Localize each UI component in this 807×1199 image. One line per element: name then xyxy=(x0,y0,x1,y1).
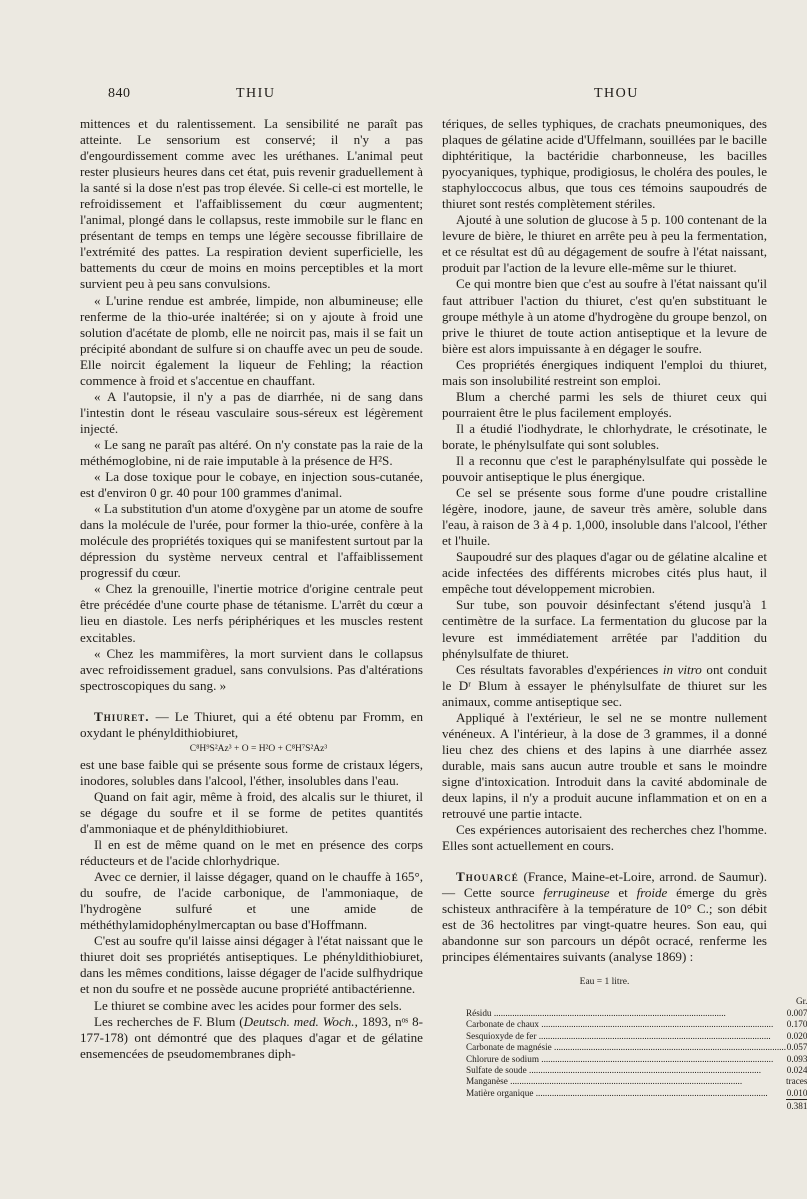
table-row xyxy=(466,1019,807,1030)
unit-row xyxy=(466,996,807,1007)
journal-title: Deutsch. med. Woch. xyxy=(243,1013,355,1029)
right-column xyxy=(442,116,807,1113)
total-row xyxy=(466,1100,807,1113)
paragraph: mittences et du ralentissement. La sensibilité ne paraît pas atteinte. Le sensorium est conservé; il n'y a pas d'engourdissement comme avec les uréthanes. L'animal peut rester plusieurs heures dans cet état, puis revenir graduellement à la santé si la dose n'est pas trop élevée. Si celle-ci est mortelle, le refroidissement et l'affaiblissement du cœur augmentent; l'animal, plongé dans le collapsus, reste immobile sur le flanc en présentant de temps en temps une légère secousse fibrillaire de l'extrémité des pattes. La respiration devient superficielle, les battements du cœur de moins en moins perceptibles et la mort survient peu à peu sans convulsions. xyxy=(80,116,423,292)
component-value: 0.020 xyxy=(786,1030,807,1041)
component-label: Sulfate de soude ..... xyxy=(466,1065,786,1076)
component-label: Chlorure de sodium ..... xyxy=(466,1054,786,1065)
text-run: émerge du grès schisteux anthracifère à la température de 10° C.; son débit est de 36 hectolitres par vingt-quatre heures. Son eau, qui abandonne sur son parcours un dépôt ocracé, renferme les principes élémentaires suivants (analyse 1869) : xyxy=(442,885,767,965)
table-row xyxy=(466,1088,807,1100)
running-head-right: THOU xyxy=(594,86,639,101)
component-value: 0.024 xyxy=(786,1064,807,1075)
component-label: Manganèse ..... xyxy=(466,1076,786,1087)
component-value: 0.010 xyxy=(786,1087,807,1098)
component-value: 0.007 xyxy=(786,1007,807,1018)
component-label: Carbonate de chaux ..... xyxy=(466,1019,786,1030)
page-number: 840 xyxy=(108,86,131,101)
paragraph: Ce sel se présente sous forme d'une poudre cristalline légère, inodore, jaune, de saveur très amère, soluble dans l'eau, à raison de 3 à 4 p. 1,000, insoluble dans l'alcool, l'éther et l'huile. xyxy=(442,485,767,549)
table-row xyxy=(466,1008,807,1019)
page-header xyxy=(0,86,800,110)
component-value: 0.057 xyxy=(786,1042,807,1053)
component-label: Sesquioxyde de fer ..... xyxy=(466,1031,786,1042)
table-row xyxy=(466,1031,807,1042)
paragraph: C'est au soufre qu'il laisse ainsi dégager à l'état naissant que le thiuret doit ses propriétés antiseptiques. Le phényldithiobiuret, dans les mêmes conditions, laisse dégager de l'acide sulfhydrique et non du soufre et ne possède aucune propriété antibactérienne. xyxy=(80,933,423,997)
paragraph: « Chez la grenouille, l'inertie motrice d'origine centrale peut être précédée d'une courte phase de tétanisme. L'arrêt du cœur a lieu en diastole. Les nerfs périphériques et les muscles restent excitables. xyxy=(80,581,423,645)
entry-text: — Le Thiuret, qui a été obtenu par Fromm, en oxydant le phényldithiobiuret, xyxy=(80,708,423,740)
paragraph: Sur tube, son pouvoir désinfectant s'étend jusqu'à 1 centimètre de la surface. La fermentation du glucose par la levure est immédiatement arrêtée par l'addition du phénylsulfate de thiuret. xyxy=(442,597,767,661)
running-head-left: THIU xyxy=(236,86,276,101)
emphasis: ferrugineuse xyxy=(543,885,610,901)
emphasis: froide xyxy=(636,885,668,901)
paragraph: Le thiuret se combine avec les acides pour former des sels. xyxy=(94,997,402,1013)
paragraph: Appliqué à l'extérieur, le sel ne se montre nullement vénéneux. A l'intérieur, à la dose de 3 grammes, il a donné lieu chez des chiens et des lapins à une diarrhée assez durable, mais sans aucun autre trouble et sans le moindre signe d'intoxication. Introduit dans la cavité abdominale de deux lapins, il n'y a produit aucune inflammation et on en a retrouvé une partie intacte. xyxy=(442,709,767,822)
component-label: Résidu ..... xyxy=(466,1008,786,1019)
text-run: et xyxy=(609,885,637,901)
entry-thouarce xyxy=(442,869,767,965)
component-value: traces xyxy=(786,1076,807,1087)
unit-label: Gr. xyxy=(795,996,807,1007)
component-label: Carbonate de magnésie ..... xyxy=(466,1042,786,1053)
paragraph: « La substitution d'un atome d'oxygène par un atome de soufre dans la molécule de l'urée, pour former la thio-urée, confère à la molécule des propriétés toxiques qui se manifestent surtout par la dépression du système nerveux central et l'affaiblissement progressif du cœur. xyxy=(80,501,423,581)
paragraph: Ces expériences autorisaient des recherches chez l'homme. Elles sont actuellement en cours. xyxy=(442,822,767,854)
entry-heading-thouarce: Thouarcé xyxy=(456,869,519,885)
entry-heading-thiuret: Thiuret. xyxy=(94,708,150,724)
paragraph xyxy=(80,1014,423,1062)
total-value: 0.381 xyxy=(786,1101,807,1112)
table-row xyxy=(466,1065,807,1076)
paragraph: tériques, de selles typhiques, de crachats pneumoniques, des plaques de gélatine acide d'Uffelmann, souillées par le bacille diphtéritique, la bactéridie charbonneuse, les bacilles pyocyaniques, typhique, prodigiosus, le choléra des poules, le staphyloccocus albus, que tous ces témoins saupoudrés de thiuret sont restés complètement stériles. xyxy=(442,116,767,212)
analysis-title: Eau = 1 litre. xyxy=(579,977,630,988)
left-column xyxy=(80,116,423,1062)
table-row xyxy=(466,1054,807,1065)
paragraph: « Chez les mammifères, la mort survient dans le collapsus avec refroidissement graduel, sans convulsions. Pas d'altérations spectroscopiques du sang. » xyxy=(80,645,423,693)
table-row xyxy=(466,1042,807,1053)
paragraph: Il a étudié l'iodhydrate, le chlorhydrate, le crésotinate, le borate, le phénylsulfate qui sont solubles. xyxy=(442,420,767,452)
entry-thiuret xyxy=(80,709,423,741)
paragraph: Saupoudré sur des plaques d'agar ou de gélatine alcaline et acide infectées des différents microbes cités plus haut, il empêche tout développement microbien. xyxy=(442,549,767,597)
paragraph: Ces propriétés énergiques indiquent l'emploi du thiuret, mais son insolubilité restreint son emploi. xyxy=(442,356,767,388)
text-run: ont conduit le Dʳ Blum à essayer le phénylsulfate de thiuret sur les animaux, comme antiseptique sec. xyxy=(442,661,767,709)
text-run: (France, Maine-et-Loire, arrond. de Saumur). — Cette source xyxy=(442,869,767,901)
paragraph: Il a reconnu que c'est le paraphénylsulfate qui possède le pouvoir antiseptique le plus énergique. xyxy=(442,452,767,485)
analysis-table xyxy=(466,996,807,1112)
latin-term: in vitro xyxy=(662,661,702,677)
paragraph: « Le sang ne paraît pas altéré. On n'y constate pas la raie de la méthémoglobine, ni de raie imputable à la présence de H²S. xyxy=(80,436,423,468)
component-value: 0.093 xyxy=(786,1053,807,1064)
paragraph: Ajouté à une solution de glucose à 5 p. 100 contenant de la levure de bière, le thiuret en arrête peu à peu la fermentation, et ce résultat est dû au dégagement de soufre à l'état naissant, produit par l'action de la levure elle-même sur le thiuret. xyxy=(442,212,767,276)
paragraph: Quand on fait agir, même à froid, des alcalis sur le thiuret, il se dégage du soufre et il se forme de petites quantités d'ammoniaque et de phényldithiobiuret. xyxy=(80,788,423,837)
text-run: , 1893, nᵒˢ 8-177-178) ont démontré que des plaques d'agar et de gélatine ensemencées de pseudomembranes diph- xyxy=(80,1013,424,1061)
chemical-formula: C⁸H⁹S²Az³ + O = H²O + C⁸H⁷S²Az³ xyxy=(189,743,328,754)
text-run: Les recherches de F. Blum ( xyxy=(94,1013,244,1029)
paragraph: Avec ce dernier, il laisse dégager, quand on le chauffe à 165°, du soufre, de l'acide carbonique, de l'ammoniaque, de l'hydrogène sulfuré et une amide de méthéthylamidophénylmercaptan ou base d'Hoffmann. xyxy=(80,869,423,933)
paragraph: « L'urine rendue est ambrée, limpide, non albumineuse; elle renferme de la thio-urée inaltérée; si on y ajoute à froid une solution d'acétate de plomb, elle ne noircit pas, mais il se fait un précipité abondant de sulfure si on chauffe avec un peu de soude. Elle noircit également la liqueur de Fehling; la réaction commence à froid et s'accentue en chauffant. xyxy=(80,292,423,388)
paragraph: Ce qui montre bien que c'est au soufre à l'état naissant qu'il faut attribuer l'action du thiuret, c'est qu'en substituant le groupe méthyle à un atome d'hydrogène du groupe benzol, on prive le thiuret de toute action antiseptique et la levure de bière est alors impuissante à en dégager le soufre. xyxy=(442,276,767,356)
text-run: Ces résultats favorables d'expériences xyxy=(456,661,663,677)
component-value: 0.170 xyxy=(786,1019,807,1030)
paragraph: Il en est de même quand on le met en présence des corps réducteurs et de l'acide chlorhydrique. xyxy=(80,837,423,869)
paragraph: « La dose toxique pour le cobaye, en injection sous-cutanée, est d'environ 0 gr. 40 pour 100 grammes d'animal. xyxy=(80,469,423,501)
paragraph: est une base faible qui se présente sous forme de cristaux légers, inodores, solubles dans l'alcool, l'éther, insolubles dans l'eau. xyxy=(80,756,423,788)
table-row xyxy=(466,1076,807,1087)
paragraph xyxy=(442,662,767,710)
paragraph: « A l'autopsie, il n'y a pas de diarrhée, ni de sang dans l'intestin dont le réseau vasculaire sous-séreux est légèrement injecté. xyxy=(80,388,423,436)
paragraph: Blum a cherché parmi les sels de thiuret ceux qui pourraient être le plus facilement employés. xyxy=(442,388,767,420)
component-label: Matière organique ..... xyxy=(466,1088,786,1099)
